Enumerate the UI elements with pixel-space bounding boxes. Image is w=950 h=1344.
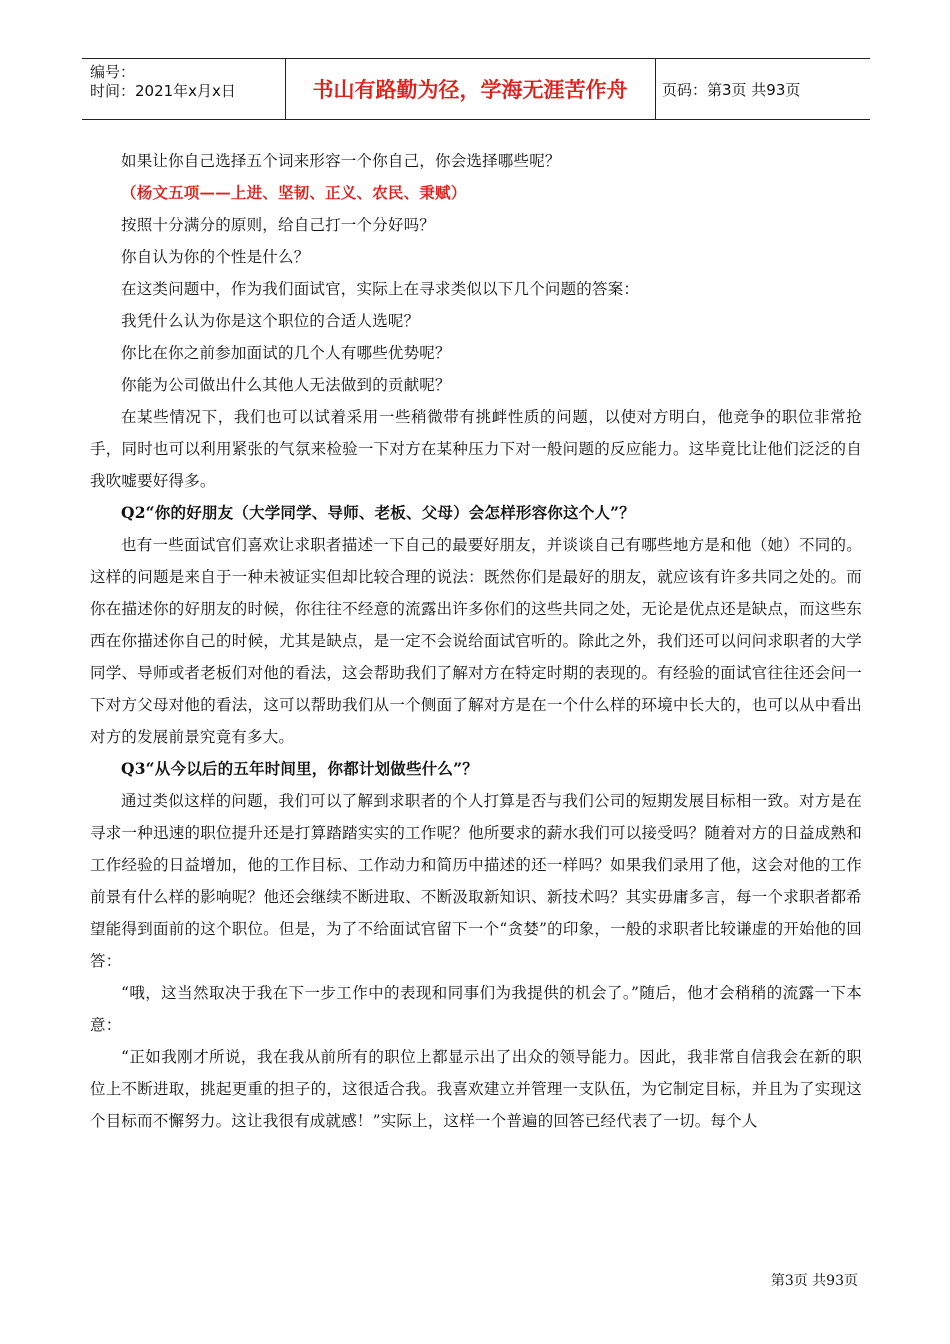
document-date: 时间：2021年x月x日 (90, 82, 236, 100)
paragraph-14: “哦，这当然取决于我在下一步工作中的表现和同事们为我提供的机会了。”随后，他才会稍稍的流露一下本意： (90, 984, 862, 1034)
question-heading-q2: Q2“你的好朋友（大学同学、导师、老板、父母）会怎样形容你这个人”？ (121, 503, 635, 522)
header-page-info: 页码：第3页 共93页 (662, 80, 801, 99)
paragraph-3: 按照十分满分的原则，给自己打一个分好吗？ (121, 216, 436, 234)
paragraph-1: 如果让你自己选择五个词来形容一个你自己，你会选择哪些呢？ (121, 152, 561, 170)
document-number-label: 编号： (90, 63, 136, 81)
paragraph-15: “正如我刚才所说，我在我从前所有的职位上都显示出了出众的领导能力。因此，我非常自信我会在新的职位上不断进取，挑起更重的担子的，这很适合我。我喜欢建立并管理一支队伍，为它制定目标，并且为了实现这个目标而不懈努力。这让我很有成就感！”实际上，这样一个普遍的回答已经代表了一切。每个人 (90, 1048, 862, 1130)
document-body (90, 145, 862, 1137)
paragraph-4: 你自认为你的个性是什么？ (121, 248, 310, 266)
paragraph-9: 在某些情况下，我们也可以试着采用一些稍微带有挑衅性质的问题，以使对方明白，他竞争的职位非常抢手，同时也可以利用紧张的气氛来检验一下对方在某种压力下对一般问题的反应能力。这毕竟比让他们泛泛的自我吹嘘要好得多。 (90, 408, 862, 490)
paragraph-11: 也有一些面试官们喜欢让求职者描述一下自己的最要好朋友，并谈谈自己有哪些地方是和他（她）不同的。这样的问题是来自于一种未被证实但却比较合理的说法：既然你们是最好的朋友，就应该有许多共同之处的。而你在描述你的好朋友的时候，你往往不经意的流露出许多你们的这些共同之处，无论是优点还是缺点，而这些东西在你描述你自己的时候，尤其是缺点，是一定不会说给面试官听的。除此之外，我们还可以问问求职者的大学同学、导师或者老板们对他的看法，这会帮助我们了解对方在特定时期的表现的。有经验的面试官往往还会问一下对方父母对他的看法，这可以帮助我们从一个侧面了解对方是在一个什么样的环境中长大的，也可以从中看出对方的发展前景究竟有多大。 (90, 536, 862, 746)
page-footer: 第3页 共93页 (770, 1273, 858, 1289)
paragraph-13: 通过类似这样的问题，我们可以了解到求职者的个人打算是否与我们公司的短期发展目标相一致。对方是在寻求一种迅速的职位提升还是打算踏踏实实的工作呢？他所要求的薪水我们可以接受吗？随着对方的日益成熟和工作经验的日益增加，他的工作目标、工作动力和简历中描述的还一样吗？如果我们录用了他，这会对他的工作前景有什么样的影响呢？他还会继续不断进取、不断汲取新知识、新技术吗？其实毋庸多言，每一个求职者都希望能得到面前的这个职位。但是，为了不给面试官留下一个“贪婪”的印象，一般的求职者比较谦虚的开始他的回答： (90, 792, 862, 970)
question-heading-q3: Q3“从今以后的五年时间里，你都计划做些什么”？ (121, 759, 478, 778)
highlighted-note: （杨文五项——上进、坚韧、正义、农民、秉赋） (121, 183, 467, 202)
paragraph-8: 你能为公司做出什么其他人无法做到的贡献呢？ (121, 376, 451, 394)
paragraph-7: 你比在你之前参加面试的几个人有哪些优势呢？ (121, 344, 451, 362)
paragraph-6: 我凭什么认为你是这个职位的合适人选呢？ (121, 312, 420, 330)
header-divider-right (655, 59, 656, 119)
page-header (82, 58, 870, 120)
header-meta (90, 63, 290, 101)
header-motto: 书山有路勤为径，学海无涯苦作舟 (312, 78, 628, 102)
paragraph-5: 在这类问题中，作为我们面试官，实际上在寻求类似以下几个问题的答案： (121, 280, 640, 298)
